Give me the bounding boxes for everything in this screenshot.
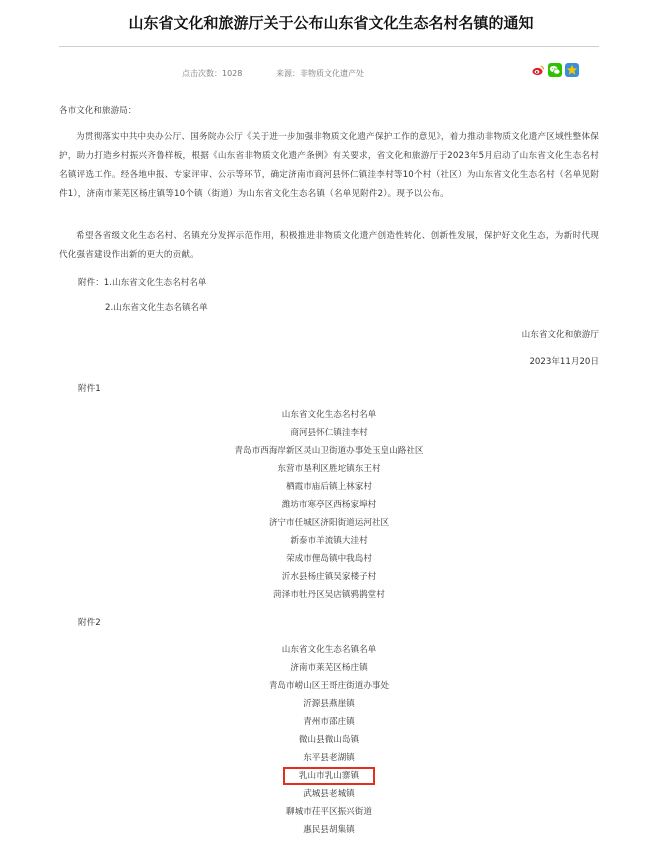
attachment-line-1: 附件：1.山东省文化生态名村名单 [78,278,207,288]
village-item: 新泰市羊流镇大洼村 [290,536,368,546]
click-count-label: 点击次数： [182,69,222,78]
page-title: 山东省文化和旅游厅关于公布山东省文化生态名村名镇的通知 [128,14,534,32]
appendix2-label: 附件2 [78,618,101,628]
town-item: 微山县微山岛镇 [298,735,360,745]
qzone-icon[interactable] [565,63,579,77]
body-paragraph-2: 希望各省级文化生态名村、名镇充分发挥示范作用，积极推进非物质文化遗产创造性转化、创新性发展，保护好文化生态，为新时代现代化强省建设作出新的更大的贡献。 [59,231,599,260]
click-count-value: 1028 [222,69,243,78]
village-item: 商河县怀仁镇洼李村 [290,428,368,438]
wechat-icon[interactable] [548,63,562,77]
village-item: 济宁市任城区济阳街道运河社区 [268,518,390,528]
attachment-line-2: 2.山东省文化生态名镇名单 [105,303,208,313]
signature: 山东省文化和旅游厅 [521,330,599,340]
source-info [276,68,364,79]
highlighted-town: 乳山市乳山寨镇 [283,767,375,785]
source-value: 非物质文化遗产处 [300,69,364,78]
town-item: 武城县老城镇 [303,789,355,799]
village-item: 东营市垦利区胜坨镇东王村 [277,464,381,474]
village-item: 荣成市俚岛镇中我岛村 [286,554,372,564]
appendix1-list [59,406,599,604]
town-item: 济南市莱芜区杨庄镇 [290,663,368,673]
town-item: 青岛市崂山区王哥庄街道办事处 [268,681,390,691]
town-item: 沂源县燕崖镇 [303,699,355,709]
appendix2-heading: 山东省文化生态名镇名单 [281,645,377,655]
village-item: 沂水县杨庄镇吴家楼子村 [281,572,377,582]
village-item: 栖霞市庙后镇上林家村 [286,482,372,492]
town-item-highlighted [59,767,599,785]
body-paragraph-1: 为贯彻落实中共中央办公厅、国务院办公厅《关于进一步加强非物质文化遗产保护工作的意见》，着力推动非物质文化遗产区域性整体保护，助力打造乡村振兴齐鲁样板，根据《山东省非物质文化遗产条例》有关要求，省文化和旅游厅于2023年5月启动了山东省文化生态名村名镇评选工作。经各地申报、专家评审、公示等环节，确定济南市商河县怀仁镇洼李村等10个村（社区）为山东省文化生态名村（名单见附件1），济南市莱芜区杨庄镇等10个镇（街道）为山东省文化生态名镇（名单见附件2）。现予以公布。 [59,132,599,199]
village-item: 潍坊市寒亭区西杨家埠村 [281,500,377,510]
town-item: 青州市邵庄镇 [303,717,355,727]
appendix2-list [59,641,599,839]
click-count [182,68,242,79]
weibo-icon[interactable] [531,63,545,77]
appendix1-label: 附件1 [78,384,101,394]
share-bar [531,63,579,77]
town-item: 惠民县胡集镇 [303,825,355,835]
appendix1-heading: 山东省文化生态名村名单 [281,410,377,420]
town-item: 聊城市茌平区振兴街道 [286,807,372,817]
village-item: 青岛市西海岸新区灵山卫街道办事处玉皇山路社区 [234,446,424,456]
title-divider [59,46,599,47]
salutation: 各市文化和旅游局： [59,106,137,116]
town-item: 东平县老湖镇 [303,753,355,763]
issue-date: 2023年11月20日 [529,357,599,367]
source-label: 来源： [276,69,300,78]
village-item: 菏泽市牡丹区吴店镇鸦鹊堂村 [273,590,385,600]
